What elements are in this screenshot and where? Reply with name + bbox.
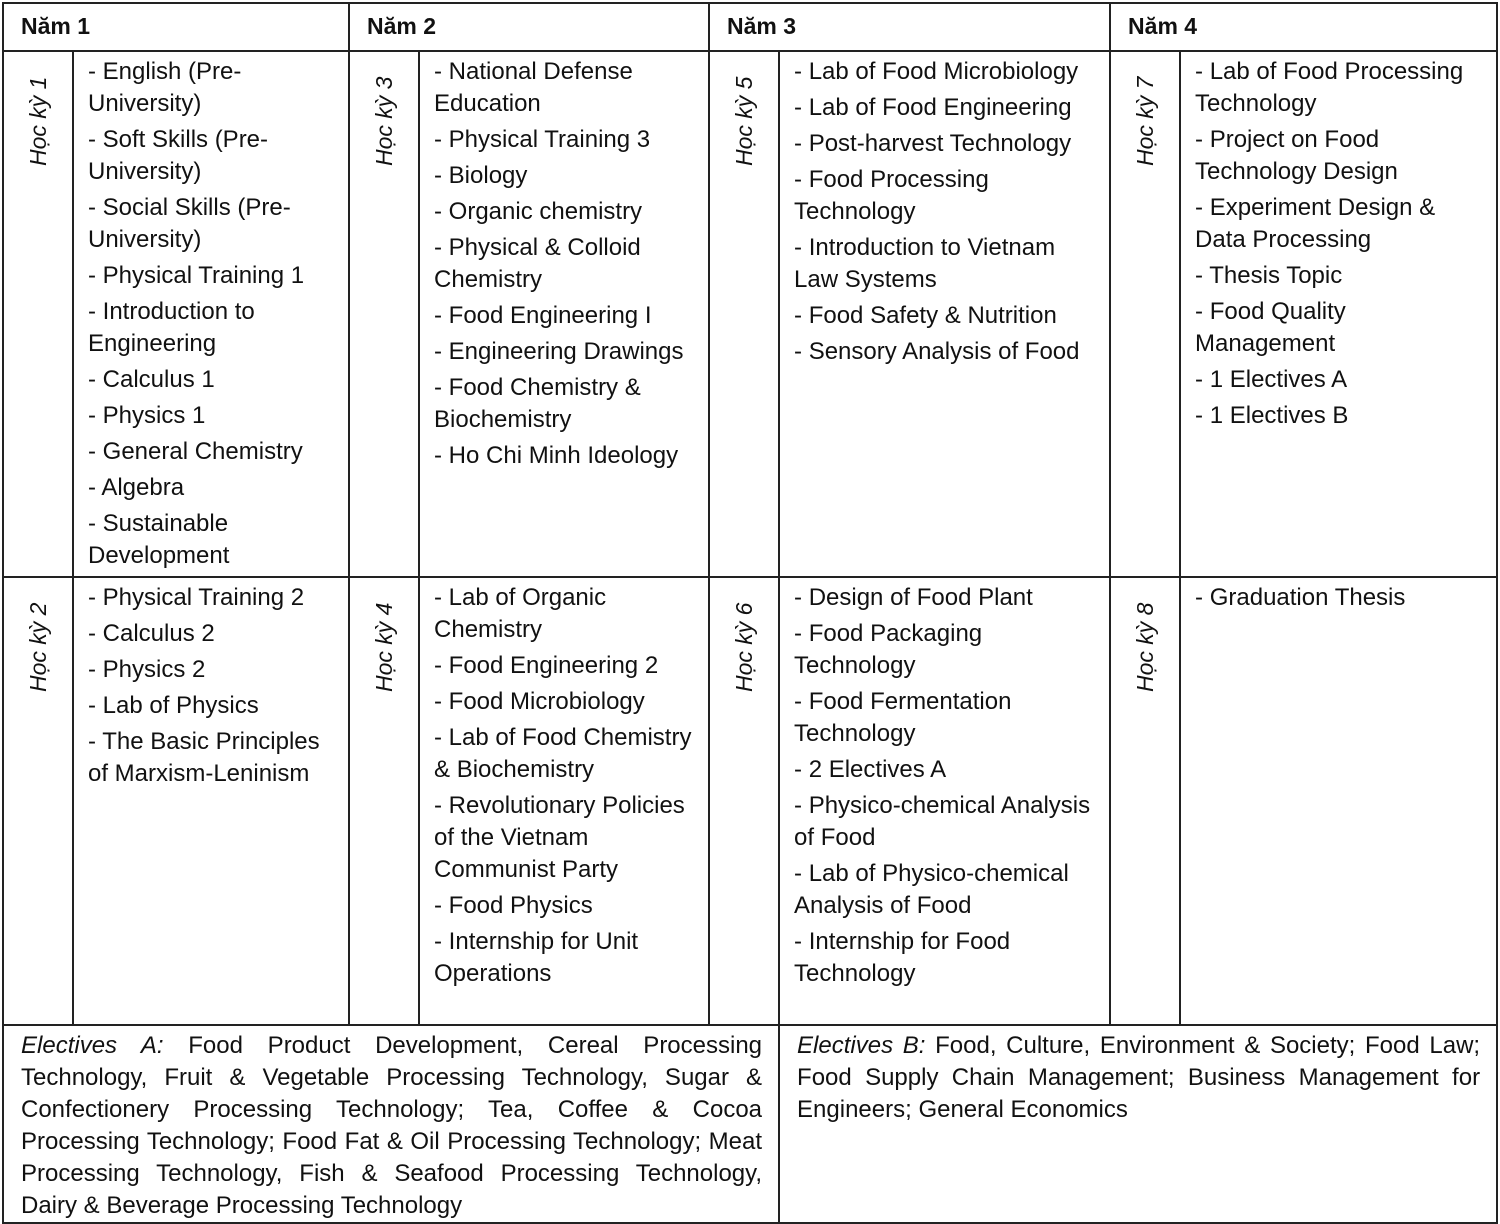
course-list-cell — [779, 51, 1110, 577]
semester-label: Học kỳ 1 — [25, 76, 51, 166]
semester-row-even — [3, 577, 1497, 1025]
course-item: - Food Engineering I — [434, 302, 652, 329]
course-item: - Sensory Analysis of Food — [794, 338, 1080, 365]
course-item: - Lab of Physics — [88, 692, 259, 719]
semester-label: Học kỳ 8 — [1132, 602, 1159, 692]
course-item: - Food Physics — [434, 892, 593, 919]
course-item: - 1 Electives A — [1195, 366, 1348, 393]
course-item: - Calculus 2 — [88, 620, 215, 647]
course-item: - Lab of Food Processing Technology — [1195, 58, 1464, 117]
course-item: - Post-harvest Technology — [794, 130, 1072, 157]
semester-label-cell — [709, 577, 779, 1025]
course-item: - Food Fermentation Technology — [794, 688, 1012, 747]
course-item: - 2 Electives A — [794, 756, 947, 783]
semester-label: Học kỳ 7 — [1132, 76, 1159, 166]
semester-row-odd — [3, 51, 1497, 577]
course-list-cell — [419, 51, 709, 577]
course-item: - Lab of Physico-chemical Analysis of Food — [794, 860, 1069, 919]
course-item: - Thesis Topic — [1195, 262, 1343, 289]
course-item: - Lab of Food Engineering — [794, 94, 1072, 121]
year-header-row — [3, 3, 1497, 51]
semester-label: Học kỳ 6 — [731, 602, 758, 692]
semester-label-cell — [709, 51, 779, 577]
course-item: - Lab of Organic Chemistry — [434, 584, 607, 643]
semester-label-cell — [1110, 577, 1180, 1025]
electives-row — [3, 1025, 1497, 1223]
course-item: - Lab of Food Microbiology — [794, 58, 1079, 85]
semester-label-cell — [349, 577, 419, 1025]
semester-label-cell — [3, 577, 73, 1025]
course-item: - Introduction to Vietnam Law Systems — [794, 234, 1056, 293]
course-item: - Biology — [434, 162, 528, 189]
year-header-1: Năm 1 — [3, 3, 349, 51]
course-item: - Introduction to Engineering — [88, 298, 255, 357]
course-item: - Physics 1 — [88, 402, 206, 429]
course-list — [434, 582, 700, 990]
electives-a-text: Food Product Development, Cereal Processing Technology, Fruit & Vegetable Processing Technology, Sugar & Confectionery Processing Technology; Tea, Coffee & Cocoa Processing Technology; Food Fat & Oil Processing Technology; Meat Processing Technology, Fish & Seafood Processing Technology, Dairy & Beverage Processing Technology — [21, 1032, 763, 1219]
course-item: - Internship for Unit Operations — [434, 928, 639, 987]
course-item: - Physico-chemical Analysis of Food — [794, 792, 1091, 851]
course-list-cell — [779, 577, 1110, 1025]
semester-label-cell — [1110, 51, 1180, 577]
course-item: - Experiment Design & Data Processing — [1195, 194, 1436, 253]
course-list — [434, 56, 700, 472]
course-list — [1195, 56, 1488, 432]
course-item: - Social Skills (Pre-University) — [88, 194, 291, 253]
year-header-3: Năm 3 — [709, 3, 1110, 51]
year-header-4: Năm 4 — [1110, 3, 1497, 51]
course-list — [794, 582, 1101, 990]
electives-a-cell — [3, 1025, 779, 1223]
semester-label: Học kỳ 2 — [25, 602, 51, 692]
course-list — [88, 582, 340, 790]
course-item: - English (Pre-University) — [88, 58, 242, 117]
course-item: - Sustainable Development — [88, 510, 230, 569]
course-list — [88, 56, 340, 572]
electives-a-label: Electives A: — [21, 1032, 164, 1059]
course-list-cell — [73, 51, 349, 577]
course-item: - Food Quality Management — [1195, 298, 1346, 357]
course-item: - Organic chemistry — [434, 198, 643, 225]
course-item: - 1 Electives B — [1195, 402, 1349, 429]
course-item: - National Defense Education — [434, 58, 633, 117]
course-item: - Soft Skills (Pre-University) — [88, 126, 269, 185]
course-item: - Physics 2 — [88, 656, 206, 683]
course-list — [1195, 582, 1488, 614]
semester-label: Học kỳ 5 — [731, 76, 758, 166]
semester-label: Học kỳ 3 — [371, 76, 398, 166]
course-item: - Project on Food Technology Design — [1195, 126, 1398, 185]
course-item: - Physical Training 3 — [434, 126, 651, 153]
course-item: - Design of Food Plant — [794, 584, 1033, 611]
course-item: - Revolutionary Policies of the Vietnam Communist Party — [434, 792, 685, 883]
course-item: - Physical & Colloid Chemistry — [434, 234, 641, 293]
electives-b-label: Electives B: — [797, 1032, 926, 1059]
course-item: - Internship for Food Technology — [794, 928, 1011, 987]
course-item: - Food Chemistry & Biochemistry — [434, 374, 641, 433]
course-item: - Graduation Thesis — [1195, 584, 1406, 611]
semester-label-cell — [349, 51, 419, 577]
course-list-cell — [1180, 51, 1497, 577]
electives-b-cell — [779, 1025, 1497, 1223]
course-item: - Physical Training 1 — [88, 262, 305, 289]
semester-label: Học kỳ 4 — [371, 602, 398, 692]
course-list — [794, 56, 1101, 368]
course-item: - Ho Chi Minh Ideology — [434, 442, 679, 469]
course-item: - Physical Training 2 — [88, 584, 305, 611]
course-item: - General Chemistry — [88, 438, 303, 465]
course-item: - Food Safety & Nutrition — [794, 302, 1057, 329]
semester-label-cell — [3, 51, 73, 577]
course-item: - Food Microbiology — [434, 688, 645, 715]
year-header-2: Năm 2 — [349, 3, 709, 51]
course-item: - Food Packaging Technology — [794, 620, 983, 679]
course-item: - Algebra — [88, 474, 185, 501]
course-item: - Lab of Food Chemistry & Biochemistry — [434, 724, 692, 783]
curriculum-table — [2, 2, 1498, 1224]
course-item: - Engineering Drawings — [434, 338, 684, 365]
course-item: - Food Processing Technology — [794, 166, 989, 225]
course-item: - Food Engineering 2 — [434, 652, 659, 679]
course-list-cell — [73, 577, 349, 1025]
course-item: - Calculus 1 — [88, 366, 215, 393]
course-list-cell — [1180, 577, 1497, 1025]
electives-b-text: Food, Culture, Environment & Society; Food Law; Food Supply Chain Management; Business Management for Engineers; General Economics — [797, 1032, 1481, 1123]
course-item: - The Basic Principles of Marxism-Leninism — [88, 728, 320, 787]
course-list-cell — [419, 577, 709, 1025]
